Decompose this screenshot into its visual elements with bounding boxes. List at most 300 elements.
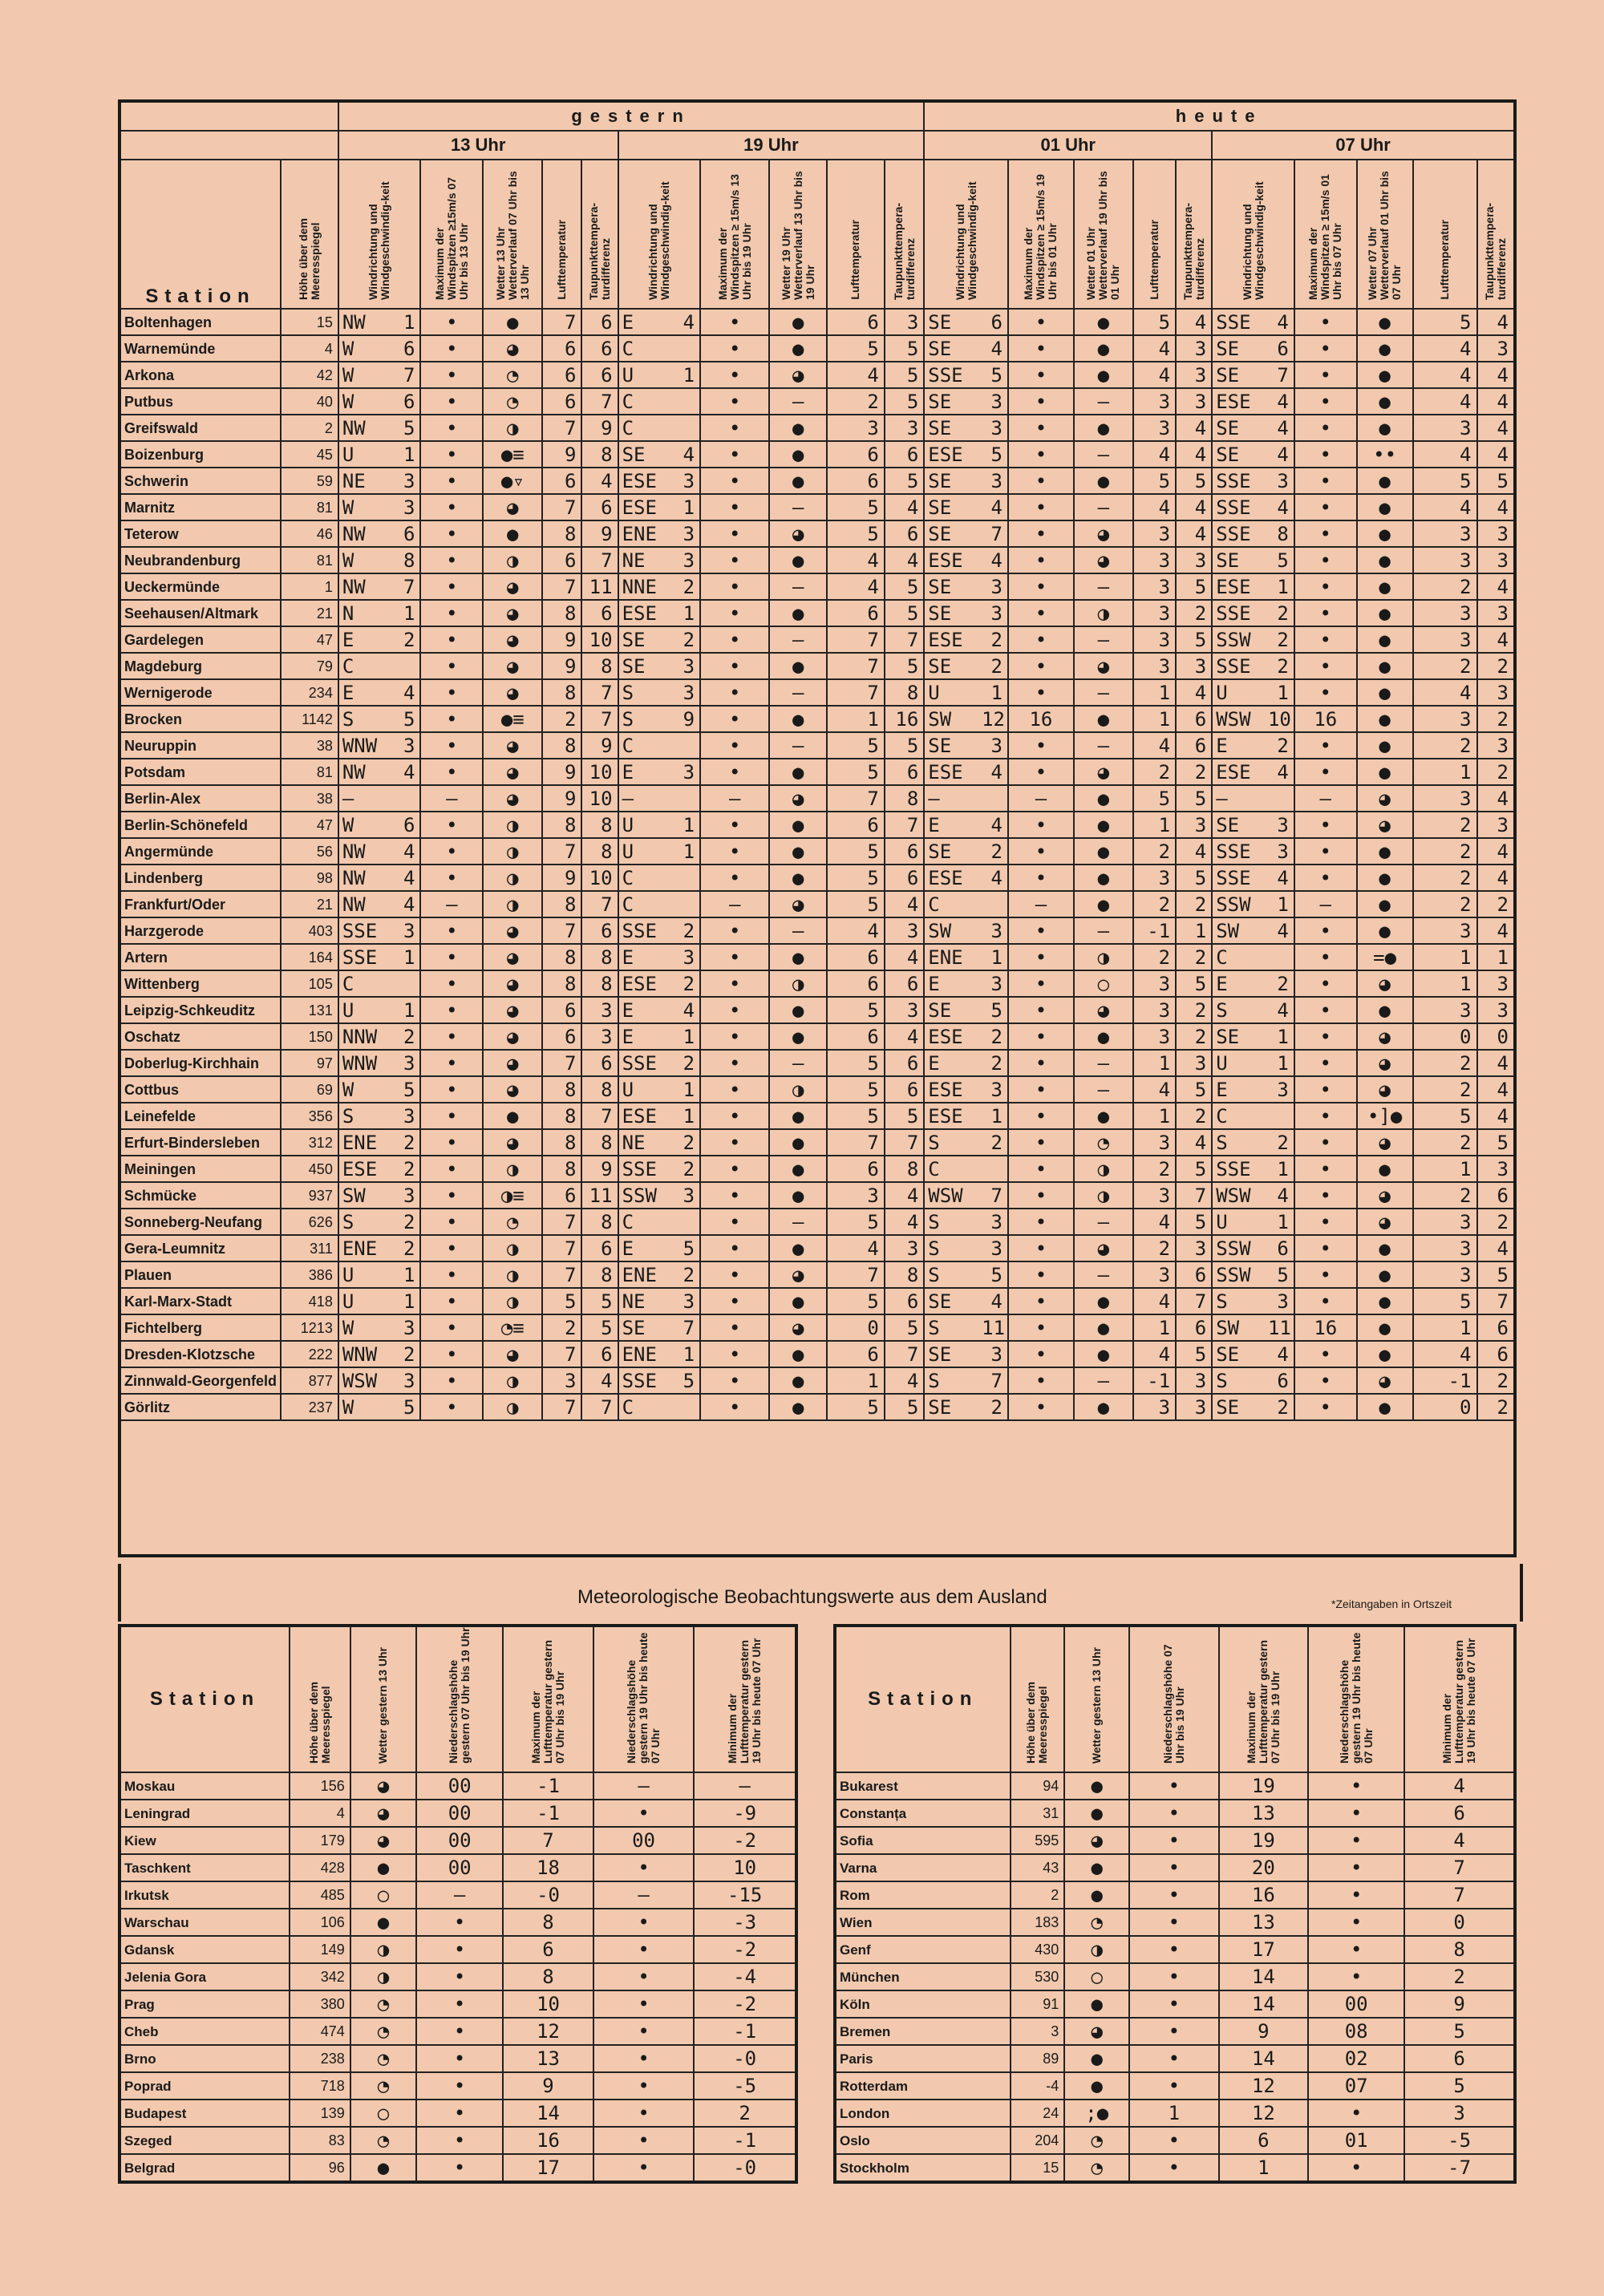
table-row — [835, 2100, 1515, 2127]
wind-speed — [982, 785, 1008, 812]
weather: ◑ — [1074, 1182, 1133, 1209]
max-gust: • — [420, 812, 483, 838]
station-height: 312 — [281, 1129, 338, 1156]
max-gust: • — [1008, 1394, 1074, 1420]
dew: 8 — [581, 970, 618, 997]
precip-day: • — [416, 2045, 503, 2072]
temp-min: -15 — [694, 1881, 796, 1909]
weather: ◕ — [1357, 970, 1413, 997]
precip-night: • — [593, 1854, 695, 1881]
wind-speed — [678, 785, 700, 812]
wind-speed: 3 — [395, 1182, 421, 1209]
max-gust: • — [1008, 415, 1074, 441]
blank-row — [119, 1420, 1515, 1556]
wind-dir: SSW — [1212, 1261, 1268, 1288]
weather: ● — [769, 1156, 827, 1182]
wind-speed: 1 — [395, 600, 421, 626]
time-13-uhr: 13 Uhr — [338, 131, 618, 160]
header-blank-2 — [119, 131, 338, 160]
precip2-header-left: Niederschlagshöhe gestern 19 Uhr bis heute 07 Uhr — [593, 1626, 695, 1772]
wind-dir: E — [1212, 970, 1268, 997]
weather: ◕ — [1357, 1023, 1413, 1050]
weather: ● — [1357, 997, 1413, 1023]
wind-speed: 2 — [678, 1261, 700, 1288]
dew: 7 — [885, 626, 924, 653]
dew: 4 — [1477, 1103, 1516, 1129]
wind-dir: E — [924, 812, 982, 838]
weather: ○ — [1064, 1963, 1129, 1990]
weather: ○ — [1074, 970, 1133, 997]
max-gust: • — [1008, 653, 1074, 679]
weather: ● — [1074, 309, 1133, 335]
wind-speed: 4 — [678, 997, 700, 1023]
wind-dir: C — [338, 970, 395, 997]
temp: 1 — [1133, 1050, 1176, 1076]
max-gust: • — [1294, 970, 1357, 997]
station-name: Berlin-Alex — [119, 785, 281, 812]
foreign-observations-left-body — [119, 1772, 796, 2182]
wind-dir: NNE — [618, 573, 679, 600]
weather: ● — [769, 547, 827, 573]
station-name: Belgrad — [119, 2154, 290, 2182]
temp: 3 — [1413, 1261, 1477, 1288]
weather: ◑ — [483, 891, 542, 917]
wind-dir: SSW — [1212, 891, 1268, 917]
wind-dir: U — [338, 1261, 395, 1288]
wind-dir: S — [338, 1209, 395, 1235]
temp: -1 — [1133, 917, 1176, 944]
precip-night: • — [1308, 1772, 1404, 1800]
wind-speed: 2 — [1268, 1394, 1294, 1420]
station-name: Bukarest — [835, 1772, 1011, 1800]
station-height: 183 — [1011, 1909, 1065, 1936]
max-gust: • — [1294, 917, 1357, 944]
table-row — [119, 1023, 1515, 1050]
station-name: Karl-Marx-Stadt — [119, 1288, 281, 1314]
weather: ◕ — [1357, 1182, 1413, 1209]
wind-dir: SSW — [618, 1182, 679, 1209]
weather: ◑ — [1074, 1156, 1133, 1182]
dew: 8 — [885, 1156, 924, 1182]
max-gust: • — [700, 970, 769, 997]
weather: ● — [350, 1909, 416, 1936]
wind-dir: E — [1212, 732, 1268, 759]
weather: ◑ — [483, 1261, 542, 1288]
temp: 5 — [1133, 309, 1176, 335]
station-height: 40 — [281, 388, 338, 415]
temp-max: 13 — [1219, 1800, 1308, 1827]
weather: ● — [1074, 1341, 1133, 1367]
table-row — [119, 1261, 1515, 1288]
table-row — [119, 1182, 1515, 1209]
wind-speed: 4 — [982, 547, 1008, 573]
wind-speed: 1 — [678, 812, 700, 838]
max-gust: – — [1294, 785, 1357, 812]
wind-dir: SE — [1212, 1341, 1268, 1367]
dew: 8 — [581, 944, 618, 970]
max-gust: • — [1008, 1076, 1074, 1103]
station-name: Wernigerode — [119, 679, 281, 706]
station-height: 204 — [1011, 2127, 1065, 2154]
station-name: Neubrandenburg — [119, 547, 281, 573]
wind-dir: SSE — [618, 1156, 679, 1182]
temp: 7 — [827, 1129, 885, 1156]
station-height: 937 — [281, 1182, 338, 1209]
wind-speed: 4 — [1268, 309, 1294, 335]
station-height: 1 — [281, 573, 338, 600]
dew: 2 — [1477, 1209, 1516, 1235]
wind-header-13: Windrichtung und Windgeschwindig-keit — [338, 160, 421, 309]
wind-dir: E — [618, 309, 679, 335]
temp-max: 6 — [503, 1936, 593, 1963]
dew: 4 — [1477, 917, 1516, 944]
weather: ◕ — [1064, 1827, 1129, 1854]
precip-night: 00 — [1308, 1990, 1404, 2018]
wind-dir: SW — [924, 917, 982, 944]
time-19-uhr: 19 Uhr — [618, 131, 925, 160]
table-row — [119, 1800, 796, 1827]
max-gust: • — [1008, 970, 1074, 997]
dew: 9 — [581, 1156, 618, 1182]
weather: ◕ — [483, 1341, 542, 1367]
dew: 2 — [1176, 944, 1212, 970]
temp: 3 — [1413, 706, 1477, 732]
station-height: 3 — [1011, 2018, 1065, 2045]
weather: ◕ — [769, 1314, 827, 1341]
temp: 9 — [542, 653, 581, 679]
max-gust: • — [1008, 679, 1074, 706]
dew-header-19: Taupunkttempera-turdifferenz — [885, 160, 924, 309]
wind-speed: 2 — [395, 1235, 421, 1261]
temp: 6 — [827, 1341, 885, 1367]
dew: 4 — [1477, 573, 1516, 600]
weather: ● — [1357, 1156, 1413, 1182]
dew: 4 — [1477, 309, 1516, 335]
max-gust: • — [700, 706, 769, 732]
weather: •• — [1357, 441, 1413, 468]
weather: – — [1074, 1076, 1133, 1103]
temp-min: -5 — [1404, 2127, 1515, 2154]
temp: 3 — [1133, 1261, 1176, 1288]
wind-dir: ESE — [924, 865, 982, 891]
weather: ● — [769, 1103, 827, 1129]
wind-speed: 3 — [678, 944, 700, 970]
station-height: 96 — [290, 2154, 350, 2182]
wind-speed — [395, 653, 421, 679]
max-gust: – — [420, 785, 483, 812]
station-name: Rotterdam — [835, 2072, 1011, 2100]
max-gust: • — [1294, 1129, 1357, 1156]
wind-speed: 3 — [982, 970, 1008, 997]
precip-day: • — [1129, 1854, 1218, 1881]
weather: ◕ — [1064, 2018, 1129, 2045]
max-gust: • — [420, 1156, 483, 1182]
station-name: Doberlug-Kirchhain — [119, 1050, 281, 1076]
wind-dir: NW — [338, 891, 395, 917]
max-gust: • — [700, 812, 769, 838]
wind-dir: SE — [924, 653, 982, 679]
precip-day: • — [416, 1909, 503, 1936]
station-height: 718 — [290, 2072, 350, 2100]
precip-day: • — [1129, 1772, 1218, 1800]
wind-dir: U — [618, 362, 679, 388]
temp: 6 — [542, 997, 581, 1023]
wind-dir: NNW — [338, 1023, 395, 1050]
wind-dir: C — [618, 415, 679, 441]
temp: 2 — [1413, 573, 1477, 600]
precip-night: • — [593, 1800, 695, 1827]
wind-dir: ENE — [338, 1129, 395, 1156]
weather: ● — [769, 944, 827, 970]
weather: ● — [1074, 1288, 1133, 1314]
dew: 4 — [885, 547, 924, 573]
temp: 6 — [542, 547, 581, 573]
temp: 7 — [542, 1261, 581, 1288]
precip-night: 00 — [593, 1827, 695, 1854]
wind-dir: E — [338, 626, 395, 653]
station-height: 79 — [281, 653, 338, 679]
temp: 1 — [827, 706, 885, 732]
wind-speed — [1268, 1103, 1294, 1129]
wind-dir: ESE — [924, 547, 982, 573]
precip-night: 01 — [1308, 2127, 1404, 2154]
dew: 5 — [1176, 865, 1212, 891]
dew: 6 — [581, 1050, 618, 1076]
weather: ◕ — [769, 520, 827, 547]
wind-speed: 6 — [395, 520, 421, 547]
foreign-observations-title: Meteorologische Beobachtungswerte aus dem Ausland — [577, 1586, 1047, 1608]
table-row — [119, 415, 1515, 441]
precip-day: 00 — [416, 1827, 503, 1854]
dew: 4 — [1477, 441, 1516, 468]
precip-night: • — [1308, 1800, 1404, 1827]
temp: 4 — [1413, 441, 1477, 468]
wind-dir: WNW — [338, 1050, 395, 1076]
weather: ● — [1074, 1023, 1133, 1050]
wind-speed: 3 — [982, 600, 1008, 626]
temp: 8 — [542, 1156, 581, 1182]
dew: 5 — [885, 732, 924, 759]
station-height: 342 — [290, 1963, 350, 1990]
wind-dir: E — [618, 1023, 679, 1050]
wind-dir: C — [618, 1394, 679, 1420]
temp-min: 0 — [1404, 1909, 1515, 1936]
weather: ● — [483, 520, 542, 547]
wind-dir: C — [618, 335, 679, 362]
weather: ● — [1357, 1394, 1413, 1420]
wind-speed: 2 — [395, 1341, 421, 1367]
dew: 3 — [1176, 653, 1212, 679]
temp: 3 — [542, 1367, 581, 1394]
dew: 6 — [885, 1076, 924, 1103]
max-gust: • — [700, 917, 769, 944]
temp-min: 10 — [694, 1854, 796, 1881]
dew-header-13: Taupunkttempera-turdifferenz — [581, 160, 618, 309]
wind-dir: S — [924, 1314, 982, 1341]
wind-speed: 5 — [982, 441, 1008, 468]
temp: 5 — [827, 865, 885, 891]
wind-dir: SSE — [924, 362, 982, 388]
wind-dir: NW — [338, 573, 395, 600]
weather: ● — [769, 1235, 827, 1261]
weather: ◕ — [350, 1772, 416, 1800]
wind-speed: 5 — [395, 1394, 421, 1420]
wind-speed: 4 — [395, 679, 421, 706]
dew: 3 — [885, 997, 924, 1023]
max-gust: • — [420, 917, 483, 944]
weather: – — [1074, 1209, 1133, 1235]
max-gust: • — [1294, 1261, 1357, 1288]
max-gust: • — [1294, 1235, 1357, 1261]
wind-dir: U — [924, 679, 982, 706]
max-gust: • — [700, 600, 769, 626]
dew: 8 — [581, 812, 618, 838]
wind-dir: S — [338, 706, 395, 732]
temp: 5 — [1413, 468, 1477, 494]
table-row — [835, 1909, 1515, 1936]
station-name: Teterow — [119, 520, 281, 547]
dew: 5 — [885, 1394, 924, 1420]
max-gust: • — [1008, 1314, 1074, 1341]
station-height: 380 — [290, 1990, 350, 2018]
max-gust: • — [1008, 1235, 1074, 1261]
station-name: Zinnwald-Georgenfeld — [119, 1367, 281, 1394]
temp: 2 — [542, 1314, 581, 1341]
wind-dir: ESE — [338, 1156, 395, 1182]
wind-speed: 2 — [982, 1129, 1008, 1156]
temp: 1 — [1413, 970, 1477, 997]
station-name: Sonneberg-Neufang — [119, 1209, 281, 1235]
temp: 3 — [1133, 970, 1176, 997]
dew: 3 — [885, 1235, 924, 1261]
max-gust: • — [700, 838, 769, 865]
weather: ◕ — [483, 944, 542, 970]
temp: 1 — [1133, 706, 1176, 732]
station-name: Marnitz — [119, 494, 281, 520]
wind-dir: SW — [1212, 917, 1268, 944]
weather: ◕ — [1357, 1209, 1413, 1235]
wind-dir: SE — [924, 838, 982, 865]
dew: 3 — [581, 1023, 618, 1050]
wind-dir: SSE — [338, 917, 395, 944]
max-gust: • — [420, 362, 483, 388]
wind-dir: SE — [924, 997, 982, 1023]
temp: 7 — [542, 1394, 581, 1420]
wind-dir: W — [338, 335, 395, 362]
wind-speed: 6 — [395, 812, 421, 838]
weather: ◕ — [1357, 1367, 1413, 1394]
max-gust: • — [420, 1209, 483, 1235]
wind-dir: S — [924, 1261, 982, 1288]
weather: ○ — [350, 2100, 416, 2127]
weather-header-01: Wetter 01 Uhr Wetterverlauf 19 Uhr bis 01 Uhr — [1074, 160, 1133, 309]
precip-night: • — [1308, 1881, 1404, 1909]
temp: 1 — [1413, 1314, 1477, 1341]
wind-speed: 5 — [678, 1367, 700, 1394]
weather: ◑≡ — [483, 1182, 542, 1209]
group-heute: heute — [924, 101, 1515, 131]
wind-speed: 7 — [982, 1367, 1008, 1394]
station-name: Lindenberg — [119, 865, 281, 891]
temp: 3 — [1133, 1182, 1176, 1209]
table-row — [119, 732, 1515, 759]
weather: ◕ — [1074, 520, 1133, 547]
weather: ◕ — [483, 917, 542, 944]
dew: 2 — [1176, 759, 1212, 785]
station-name: Constanța — [835, 1800, 1011, 1827]
max-header-19: Maximum der Windspitzen ≥ 15m/s 13 Uhr bis 19 Uhr — [700, 160, 769, 309]
weather: ◕ — [483, 653, 542, 679]
temp-header-01: Lufttemperatur — [1133, 160, 1176, 309]
wind-dir: SE — [924, 335, 982, 362]
station-name: Schwerin — [119, 468, 281, 494]
table-row — [119, 309, 1515, 335]
wind-speed — [982, 1156, 1008, 1182]
weather: ● — [1357, 520, 1413, 547]
dew: 2 — [1477, 1394, 1516, 1420]
wind-dir: ESE — [924, 1103, 982, 1129]
precip-day: • — [1129, 2072, 1218, 2100]
temp: 6 — [827, 812, 885, 838]
wind-dir: SE — [1212, 441, 1268, 468]
temp-max: 16 — [503, 2127, 593, 2154]
weather: ◕ — [483, 573, 542, 600]
temp: 8 — [542, 679, 581, 706]
max-gust: 16 — [1294, 1314, 1357, 1341]
wind-dir: SE — [618, 653, 679, 679]
temp: 4 — [1133, 1076, 1176, 1103]
wind-dir: NW — [338, 865, 395, 891]
max-gust: • — [700, 573, 769, 600]
station-name: München — [835, 1963, 1011, 1990]
weather: ◔ — [350, 2045, 416, 2072]
precip-day: • — [416, 2154, 503, 2182]
table-row — [835, 1854, 1515, 1881]
temp: 3 — [1413, 415, 1477, 441]
max-gust: • — [420, 759, 483, 785]
dew: 7 — [885, 1341, 924, 1367]
station-name: Jelenia Gora — [119, 1963, 290, 1990]
dew: 4 — [1477, 626, 1516, 653]
weather: – — [1074, 388, 1133, 415]
station-height: 430 — [1011, 1936, 1065, 1963]
precip-night: • — [593, 2154, 695, 2182]
max-gust: • — [1294, 1341, 1357, 1367]
station-name: Plauen — [119, 1261, 281, 1288]
max-gust: • — [420, 1341, 483, 1367]
max-gust: • — [420, 653, 483, 679]
temp: 3 — [1413, 547, 1477, 573]
max-gust: • — [1294, 1394, 1357, 1420]
temp: 2 — [1413, 732, 1477, 759]
wind-speed: 7 — [395, 362, 421, 388]
wind-speed: 4 — [1268, 865, 1294, 891]
wind-dir: ENE — [338, 1235, 395, 1261]
weather: ◑ — [483, 1156, 542, 1182]
wind-speed: 4 — [1268, 917, 1294, 944]
station-name: Wien — [835, 1909, 1011, 1936]
weather: – — [769, 573, 827, 600]
dew: 4 — [1176, 1129, 1212, 1156]
dew: 9 — [581, 415, 618, 441]
wind-header-01: Windrichtung und Windgeschwindig-keit — [924, 160, 1008, 309]
table-row — [119, 1156, 1515, 1182]
temp: 5 — [542, 1288, 581, 1314]
wind-speed: 4 — [982, 812, 1008, 838]
temp-max: -0 — [503, 1881, 593, 1909]
wind-speed — [678, 891, 700, 917]
weather: ◔ — [350, 2072, 416, 2100]
